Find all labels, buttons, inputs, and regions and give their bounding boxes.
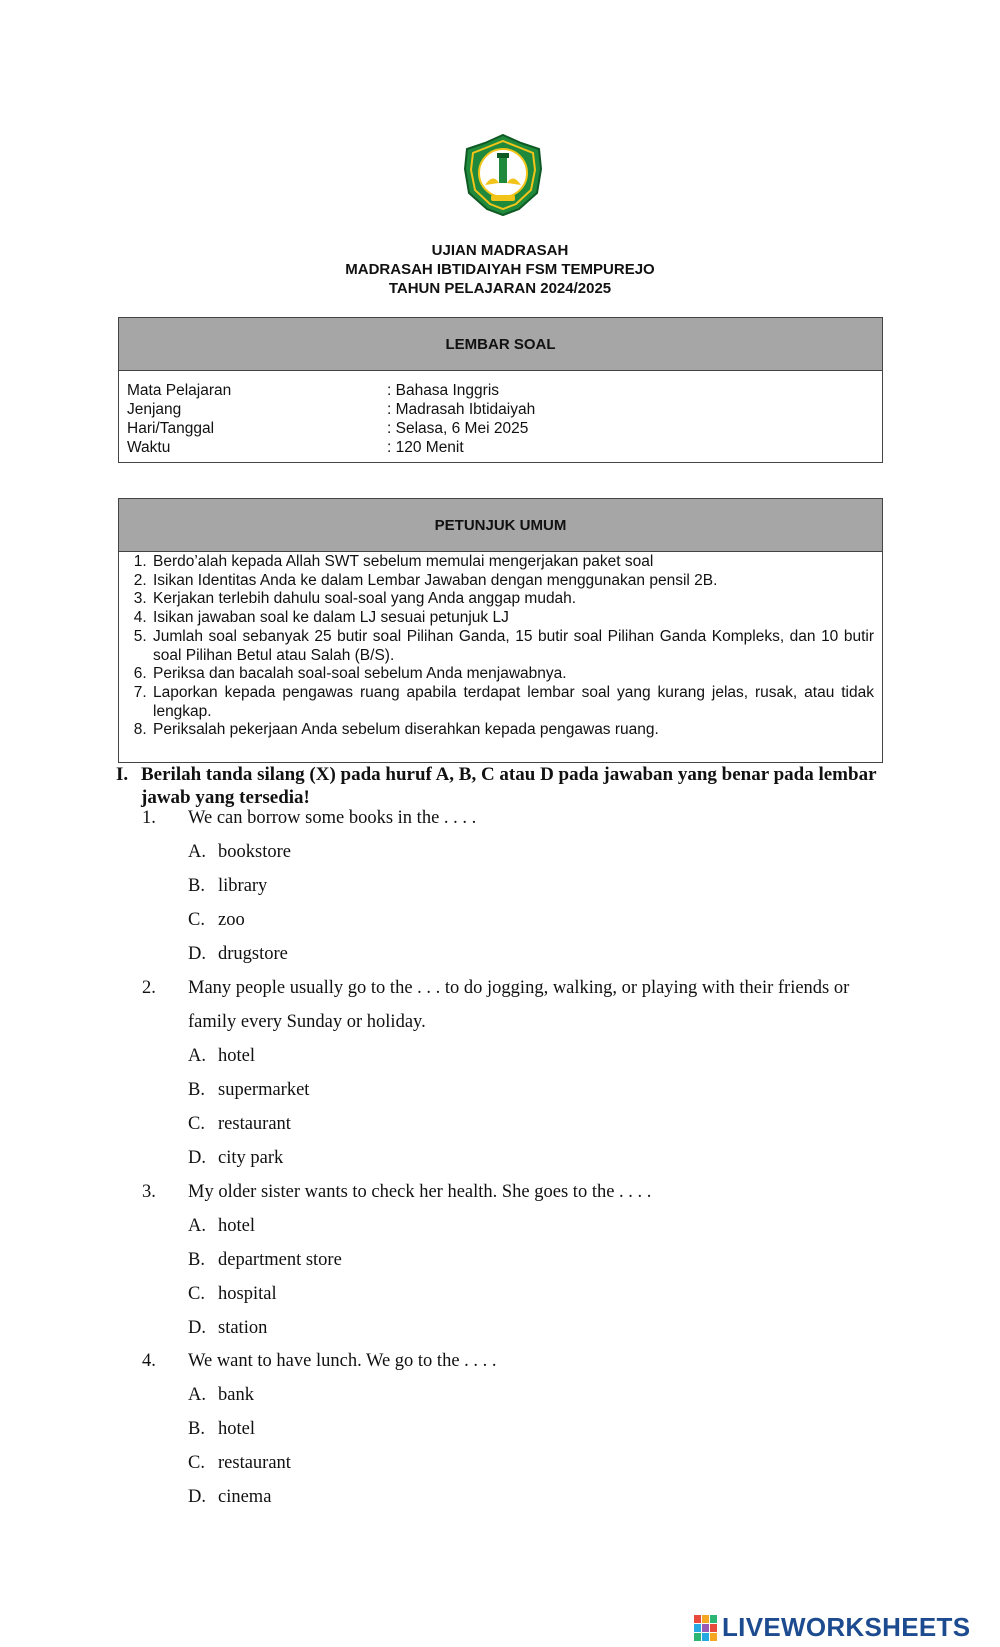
answer-option[interactable] [188, 1243, 887, 1277]
option-text: restaurant [218, 1453, 291, 1473]
answer-option[interactable] [188, 1107, 887, 1141]
option-letter: D. [188, 1148, 206, 1168]
option-letter: C. [188, 910, 205, 930]
question-1 [142, 801, 887, 971]
option-text: bank [218, 1385, 254, 1405]
option-text: library [218, 876, 268, 896]
option-text: city park [218, 1148, 284, 1168]
info-value: : Madrasah Ibtidaiyah [387, 401, 536, 418]
option-letter: B. [188, 1250, 205, 1270]
option-letter: C. [188, 1284, 205, 1304]
option-letter: A. [188, 842, 206, 862]
info-row [127, 438, 882, 457]
info-label: Waktu [127, 439, 171, 456]
info-label: Hari/Tanggal [127, 420, 215, 437]
option-letter: A. [188, 1385, 206, 1405]
option-letter: B. [188, 1419, 205, 1439]
option-text: zoo [218, 910, 245, 930]
question-number: 2. [142, 978, 156, 998]
instruction-item: 8. Periksalah pekerjaan Anda sebelum diserahkan kepada pengawas ruang. [151, 721, 874, 740]
option-letter: D. [188, 944, 206, 964]
answer-option[interactable] [188, 903, 887, 937]
question-number: 3. [142, 1182, 156, 1202]
info-row [127, 400, 882, 419]
instruction-list [119, 552, 882, 740]
option-letter: C. [188, 1453, 205, 1473]
madrasah-emblem-icon [461, 133, 545, 217]
answer-option[interactable] [188, 937, 887, 971]
option-text: restaurant [218, 1114, 291, 1134]
liveworksheets-brand[interactable] [694, 1612, 970, 1643]
option-letter: D. [188, 1318, 206, 1338]
exam-header [0, 241, 1000, 298]
option-text: drugstore [218, 944, 288, 964]
petunjuk-umum-title: PETUNJUK UMUM [119, 499, 882, 552]
instruction-item: 7. Laporkan kepada pengawas ruang apabila terdapat lembar soal yang kurang jelas, rusak, atau tidak lengkap. [151, 684, 874, 721]
answer-option[interactable] [188, 1209, 887, 1243]
option-text: hotel [218, 1419, 255, 1439]
info-label: Mata Pelajaran [127, 382, 232, 399]
instruction-item: 2. Isikan Identitas Anda ke dalam Lembar Jawaban dengan menggunakan pensil 2B. [151, 572, 874, 591]
instruction-item: 5. Jumlah soal sebanyak 25 butir soal Pilihan Ganda, 15 butir soal Pilihan Ganda Kompleks, dan 10 butir soal Pilihan Betul atau Salah (B/S). [151, 628, 874, 665]
liveworksheets-logo-icon [694, 1615, 718, 1641]
header-line-2: MADRASAH IBTIDAIYAH FSM TEMPUREJO [345, 261, 655, 278]
school-logo [461, 133, 545, 217]
answer-option[interactable] [188, 1412, 887, 1446]
exam-info [119, 371, 882, 457]
option-letter: B. [188, 876, 205, 896]
question-4 [142, 1344, 887, 1514]
option-letter: B. [188, 1080, 205, 1100]
lembar-soal-title: LEMBAR SOAL [119, 318, 882, 371]
answer-option[interactable] [188, 1073, 887, 1107]
answer-option[interactable] [188, 1311, 887, 1345]
petunjuk-umum-box [118, 498, 883, 763]
question-number: 4. [142, 1351, 156, 1371]
option-text: station [218, 1318, 268, 1338]
header-line-3: TAHUN PELAJARAN 2024/2025 [388, 280, 612, 297]
answer-option[interactable] [188, 835, 887, 869]
option-text: cinema [218, 1487, 272, 1507]
option-letter: D. [188, 1487, 206, 1507]
instruction-item: 3. Kerjakan terlebih dahulu soal-soal yang Anda anggap mudah. [151, 590, 874, 609]
option-text: hotel [218, 1046, 255, 1066]
info-row [127, 419, 882, 438]
option-letter: C. [188, 1114, 205, 1134]
info-row [127, 381, 882, 400]
option-text: hotel [218, 1216, 255, 1236]
answer-option[interactable] [188, 1277, 887, 1311]
instruction-item: 1. Berdo’alah kepada Allah SWT sebelum memulai mengerjakan paket soal [151, 553, 874, 572]
option-text: bookstore [218, 842, 291, 862]
answer-option[interactable] [188, 1480, 887, 1514]
answer-option[interactable] [188, 1378, 887, 1412]
question-3 [142, 1175, 887, 1345]
option-letter: A. [188, 1046, 206, 1066]
instruction-item: 6. Periksa dan bacalah soal-soal sebelum Anda menjawabnya. [151, 665, 874, 684]
section-number: I. [116, 764, 129, 785]
answer-option[interactable] [188, 1141, 887, 1175]
question-text: We can borrow some books in the . . . . [188, 808, 477, 828]
option-text: department store [218, 1250, 342, 1270]
answer-option[interactable] [188, 1446, 887, 1480]
question-number: 1. [142, 808, 156, 828]
instruction-item: 4. Isikan jawaban soal ke dalam LJ sesuai petunjuk LJ [151, 609, 874, 628]
question-text: My older sister wants to check her health. She goes to the . . . . [188, 1182, 652, 1202]
brand-name: LIVEWORKSHEETS [722, 1612, 971, 1642]
question-2 [142, 971, 887, 1175]
answer-option[interactable] [188, 869, 887, 903]
lembar-soal-box [118, 317, 883, 463]
info-value: : Selasa, 6 Mei 2025 [387, 420, 529, 437]
info-value: : 120 Menit [387, 439, 464, 456]
info-label: Jenjang [127, 401, 182, 418]
answer-option[interactable] [188, 1039, 887, 1073]
option-letter: A. [188, 1216, 206, 1236]
section-instruction: Berilah tanda silang (X) pada huruf A, B, C atau D pada jawaban yang benar pada lembar jawab yang tersedia! [141, 764, 877, 808]
option-text: hospital [218, 1284, 277, 1304]
header-line-1: UJIAN MADRASAH [431, 242, 569, 259]
info-value: : Bahasa Inggris [387, 382, 500, 399]
question-text: Many people usually go to the . . . to do jogging, walking, or playing with their friends or family every Sunday or holiday. [188, 978, 850, 1032]
question-text: We want to have lunch. We go to the . . . . [188, 1351, 497, 1371]
option-text: supermarket [218, 1080, 310, 1100]
